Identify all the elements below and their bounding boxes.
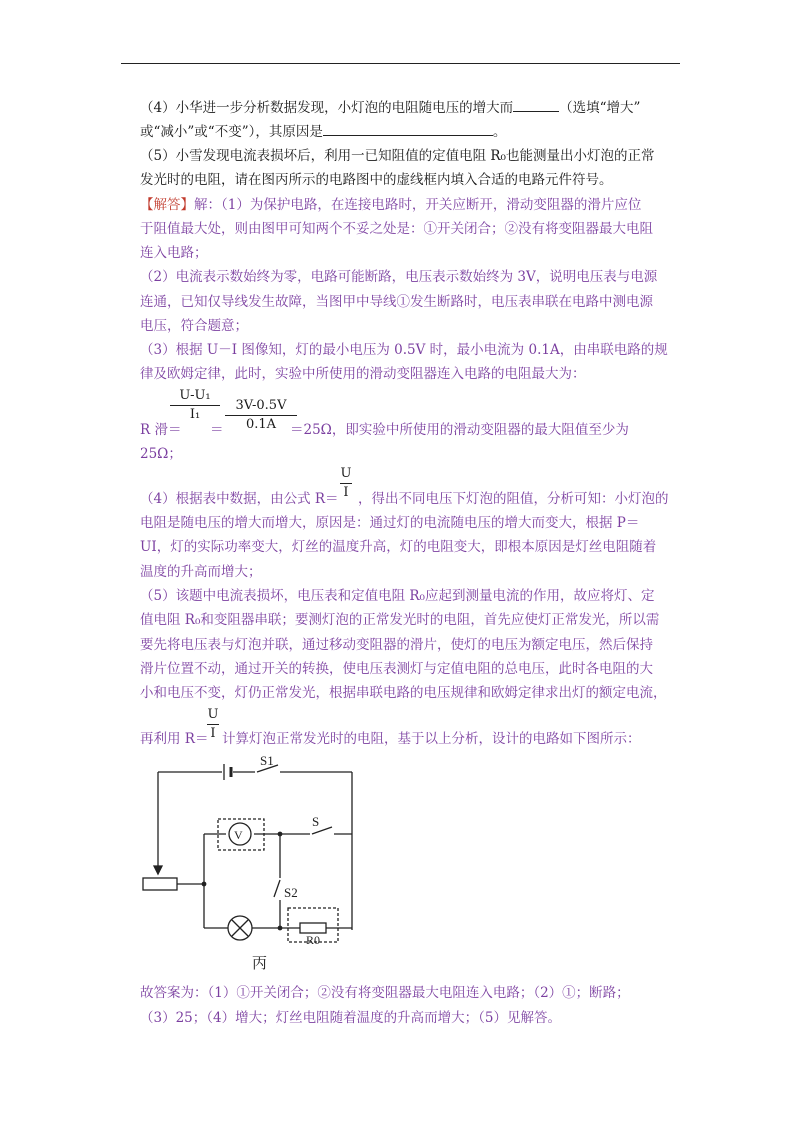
q4-text-c: 或“减小”或“不变”），其原因是 [140, 124, 323, 140]
answer-p5-line2: 值电阻 R₀和变阻器串联；要测灯泡的正常发光时的电阻，首先应使灯正常发光，所以需 [140, 612, 660, 628]
junction-dot-top [278, 832, 283, 837]
rheostat-slider-arrow [154, 866, 162, 874]
answer-p3-line1: （3）根据 U－I 图像知，灯的最小电压为 0.5V 时，最小电流为 0.1A，由串联电路的规 [140, 342, 668, 358]
fraction-1-denominator: I₁ [189, 407, 201, 422]
answer-p2-line2: 连通，已知仅导线发生故障，当图甲中导线①发生断路时，电压表串联在电路中测电源 [140, 294, 653, 310]
fraction-1-numerator: U-U₁ [179, 388, 211, 403]
answer-p5-line4: 滑片位置不动，通过开关的转换，使电压表测灯与定值电阻的总电压，此时各电阻的大 [140, 661, 653, 677]
answer-p5-line5: 小和电压不变，灯仍正常发光，根据串联电路的电压规律和欧姆定律求出灯的额定电流， [140, 685, 667, 701]
fraction-4-denominator: I [343, 485, 349, 500]
answer-p4-line1-b: ，得出不同电压下灯泡的阻值，分析可知：小灯泡的 [358, 491, 669, 507]
label-s: S [312, 814, 320, 829]
final-answer-line1: 故答案为：（1）①开关闭合；②没有将变阻器最大电阻连入电路；（2）①；断路； [140, 985, 630, 1001]
answer-p3-formula-suffix: ＝25Ω，即实验中所使用的滑动变阻器的最大阻值至少为 [290, 422, 629, 438]
answer-p4-line1-a: （4）根据表中数据，由公式 R＝ [140, 491, 339, 507]
q4-text-a: （4）小华进一步分析数据发现，小灯泡的电阻随电压的增大而 [140, 100, 514, 116]
fraction-4-numerator: U [340, 466, 352, 481]
answer-p5-line6-b: 计算灯泡正常发光时的电阻，基于以上分析，设计的电路如下图所示： [222, 731, 641, 747]
label-s2: S2 [284, 885, 298, 900]
answer-p4-line4: 温度的升高而增大； [140, 564, 262, 580]
q4-text-d: 。 [492, 124, 507, 140]
q4-text-b: （选填“增大” [559, 100, 641, 116]
junction-dot-left [202, 882, 207, 887]
q5-line1: （5）小雪发现电流表损坏后，利用一已知阻值的定值电阻 R₀也能测量出小灯泡的正常 [140, 148, 655, 164]
answer-p3-line4: 25Ω； [140, 446, 182, 462]
answer-p5-line1: （5）该题中电流表损坏，电压表和定值电阻 R₀应起到测量电流的作用，故应将灯、定 [140, 588, 655, 604]
answer-p1-text: 解：（1）为保护电路，在连接电路时，开关应断开，滑动变阻器的滑片应位 [194, 197, 642, 213]
answer-p3-formula-prefix: R 滑＝ [140, 422, 182, 438]
rheostat [143, 878, 177, 890]
answer-p4-line3: UI，灯的实际功率变大，灯丝的温度升高，灯的电阻变大，即根本原因是灯丝电阻随着 [140, 539, 657, 555]
fraction-2-numerator: 3V-0.5V [235, 398, 287, 413]
figure-caption: 丙 [252, 954, 268, 972]
answer-tag: 【解答】 [140, 197, 194, 213]
fraction-5-numerator: U [207, 707, 219, 722]
fraction-5-denominator: I [210, 726, 216, 741]
answer-p5-line3: 要先将电压表与灯泡并联，通过移动变阻器的滑片，使灯的电压为额定电压，然后保持 [140, 637, 653, 653]
answer-p5-line6-a: 再利用 R＝ [140, 731, 209, 747]
answer-p3-line2: 律及欧姆定律，此时，实验中所使用的滑动变阻器连入电路的电阻最大为： [140, 366, 586, 382]
final-answer-line2: （3）25；（4）增大；灯丝电阻随着温度的升高而增大；（5）见解答。 [140, 1010, 561, 1026]
label-voltmeter: V [234, 828, 243, 842]
label-s1: S1 [260, 753, 274, 768]
junction-dot-bottom [278, 926, 283, 931]
answer-p1-line2: 于阻值最大处，则由图甲可知两个不妥之处是：①开关闭合；②没有将变阻器最大电阻 [140, 221, 653, 237]
label-r0: R0 [306, 933, 321, 947]
answer-p2-line3: 电压，符合题意； [140, 318, 248, 334]
fraction-2-denominator: 0.1A [245, 417, 277, 432]
answer-p1-line3: 连入电路； [140, 245, 208, 261]
switch-s2-blade [274, 880, 280, 897]
q5-line2: 发光时的电阻，请在图丙所示的电路图中的虚线框内填入合适的电路元件符号。 [140, 172, 613, 188]
answer-p2-line1: （2）电流表示数始终为零，电路可能断路，电压表示数始终为 3V，说明电压表与电源 [140, 269, 658, 285]
resistor-r0 [300, 923, 326, 933]
answer-p4-line2: 电阻是随电压的增大而增大，原因是：通过灯的电流随电压的增大而变大，根据 P＝ [140, 515, 640, 531]
answer-p3-eq: ＝ [210, 422, 224, 438]
